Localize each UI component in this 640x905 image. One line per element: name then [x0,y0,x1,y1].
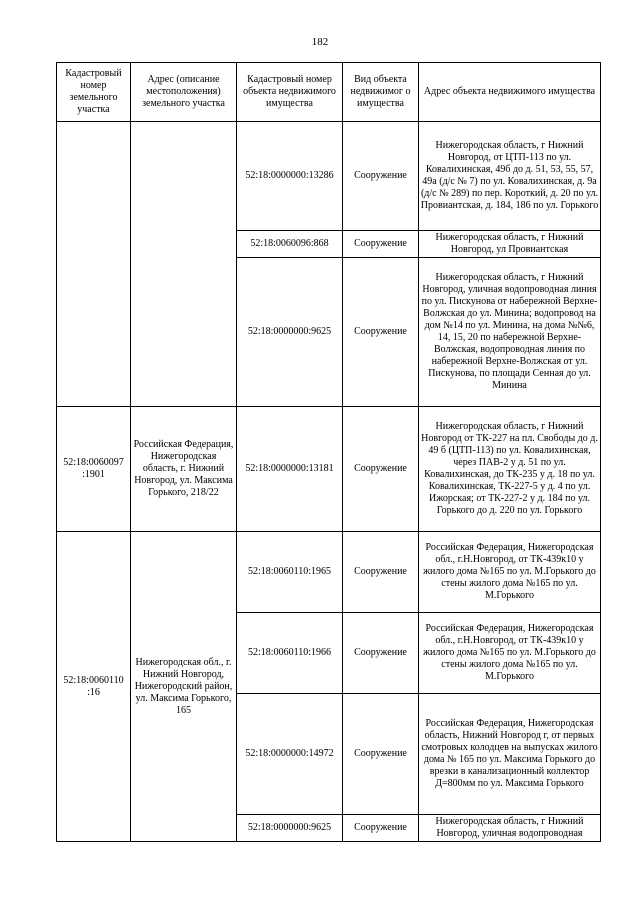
object-number-cell: 52:18:0000000:13286 [237,122,343,231]
object-number-cell: 52:18:0060110:1966 [237,613,343,694]
object-address-cell: Нижегородская область, г Нижний Новгород от ТК-227 на пл. Свободы до д. 49 б (ЦТП-113) по ул. Ковалихинская, через ПАВ-2 у д. 51 по ул. Ковалихинская, до ТК-235 у д. 18 по ул. Ковалихинская, ТК-227-5 у д. 4 по ул. Ижорская; от ТК-227-2 у д. 184 по ул. Горького до д. 220 по ул. Горького [419,407,601,532]
object-number-cell: 52:18:0060110:1965 [237,532,343,613]
header-parcel-number: Кадастровый номер земельного участка [57,63,131,122]
object-address-cell: Нижегородская область, г Нижний Новгород, от ЦТП-113 по ул. Ковалихинская, 49б до д. 51, 53, 55, 57, 49а (д/с № 7) по ул. Ковалихинская, д. 9а (д/с № 289) по пер. Короткий, д. 20 по ул. Провиантская, д. 184, 186 по ул. Горького [419,122,601,231]
object-number-cell: 52:18:0000000:14972 [237,694,343,815]
header-object-address: Адрес объекта недвижимого имущества [419,63,601,122]
table-row [57,407,601,532]
object-number-cell: 52:18:0000000:9625 [237,815,343,842]
object-address-cell: Российская Федерация, Нижегородская обл., г.Н.Новгород, от ТК-439к10 у жилого дома №165 по ул. М.Горького до стены жилого дома №165 по ул. М.Горького [419,532,601,613]
table-header-row [57,63,601,122]
table-row [57,122,601,231]
table-row [57,532,601,613]
parcel-number-cell: 52:18:0060097 :1901 [57,407,131,532]
parcel-address-cell: Нижегородская обл., г. Нижний Новгород, Нижегородский район, ул. Максима Горького, 165 [131,532,237,842]
object-type-cell: Сооружение [343,532,419,613]
object-address-cell: Нижегородская область, г Нижний Новгород, уличная водопроводная [419,815,601,842]
parcel-address-cell: Российская Федерация, Нижегородская область, г. Нижний Новгород, ул. Максима Горького, 218/22 [131,407,237,532]
object-type-cell: Сооружение [343,258,419,407]
object-address-cell: Российская Федерация, Нижегородская обл., г.Н.Новгород, от ТК-439к10 у жилого дома №165 по ул. М.Горького до стены жилого дома №165 по ул. М.Горького [419,613,601,694]
object-type-cell: Сооружение [343,407,419,532]
cadastral-table [56,62,601,842]
object-type-cell: Сооружение [343,815,419,842]
object-type-cell: Сооружение [343,231,419,258]
object-type-cell: Сооружение [343,613,419,694]
object-type-cell: Сооружение [343,694,419,815]
page-number: 182 [311,36,329,48]
object-address-cell: Российская Федерация, Нижегородская область, Нижний Новгород г, от первых смотровых колодцев на выпусках жилого дома № 165 по ул. Максима Горького до врезки в канализационный коллектор Д=800мм по ул. Максима Горького [419,694,601,815]
header-parcel-address: Адрес (описание местоположения) земельного участка [131,63,237,122]
parcel-number-cell [57,122,131,407]
object-number-cell: 52:18:0000000:9625 [237,258,343,407]
object-address-cell: Нижегородская область, г Нижний Новгород, уличная водопроводная линия по ул. Пискунова от набережной Верхне-Волжская до ул. Минина; водопровод на дом №14 по ул. Минина, на дома №№6, 14, 15, 20 по набережной Верхне-Волжская, водопроводная линия по набережной Верхне-Волжская от ул. Пискунова, по площади Сенная до ул. Минина [419,258,601,407]
object-number-cell: 52:18:0060096:868 [237,231,343,258]
object-address-cell: Нижегородская область, г Нижний Новгород, ул Провиантская [419,231,601,258]
parcel-number-cell: 52:18:0060110 :16 [57,532,131,842]
parcel-address-cell [131,122,237,407]
header-object-type: Вид объекта недвижимог о имущества [343,63,419,122]
object-number-cell: 52:18:0000000:13181 [237,407,343,532]
header-object-number: Кадастровый номер объекта недвижимого имущества [237,63,343,122]
object-type-cell: Сооружение [343,122,419,231]
